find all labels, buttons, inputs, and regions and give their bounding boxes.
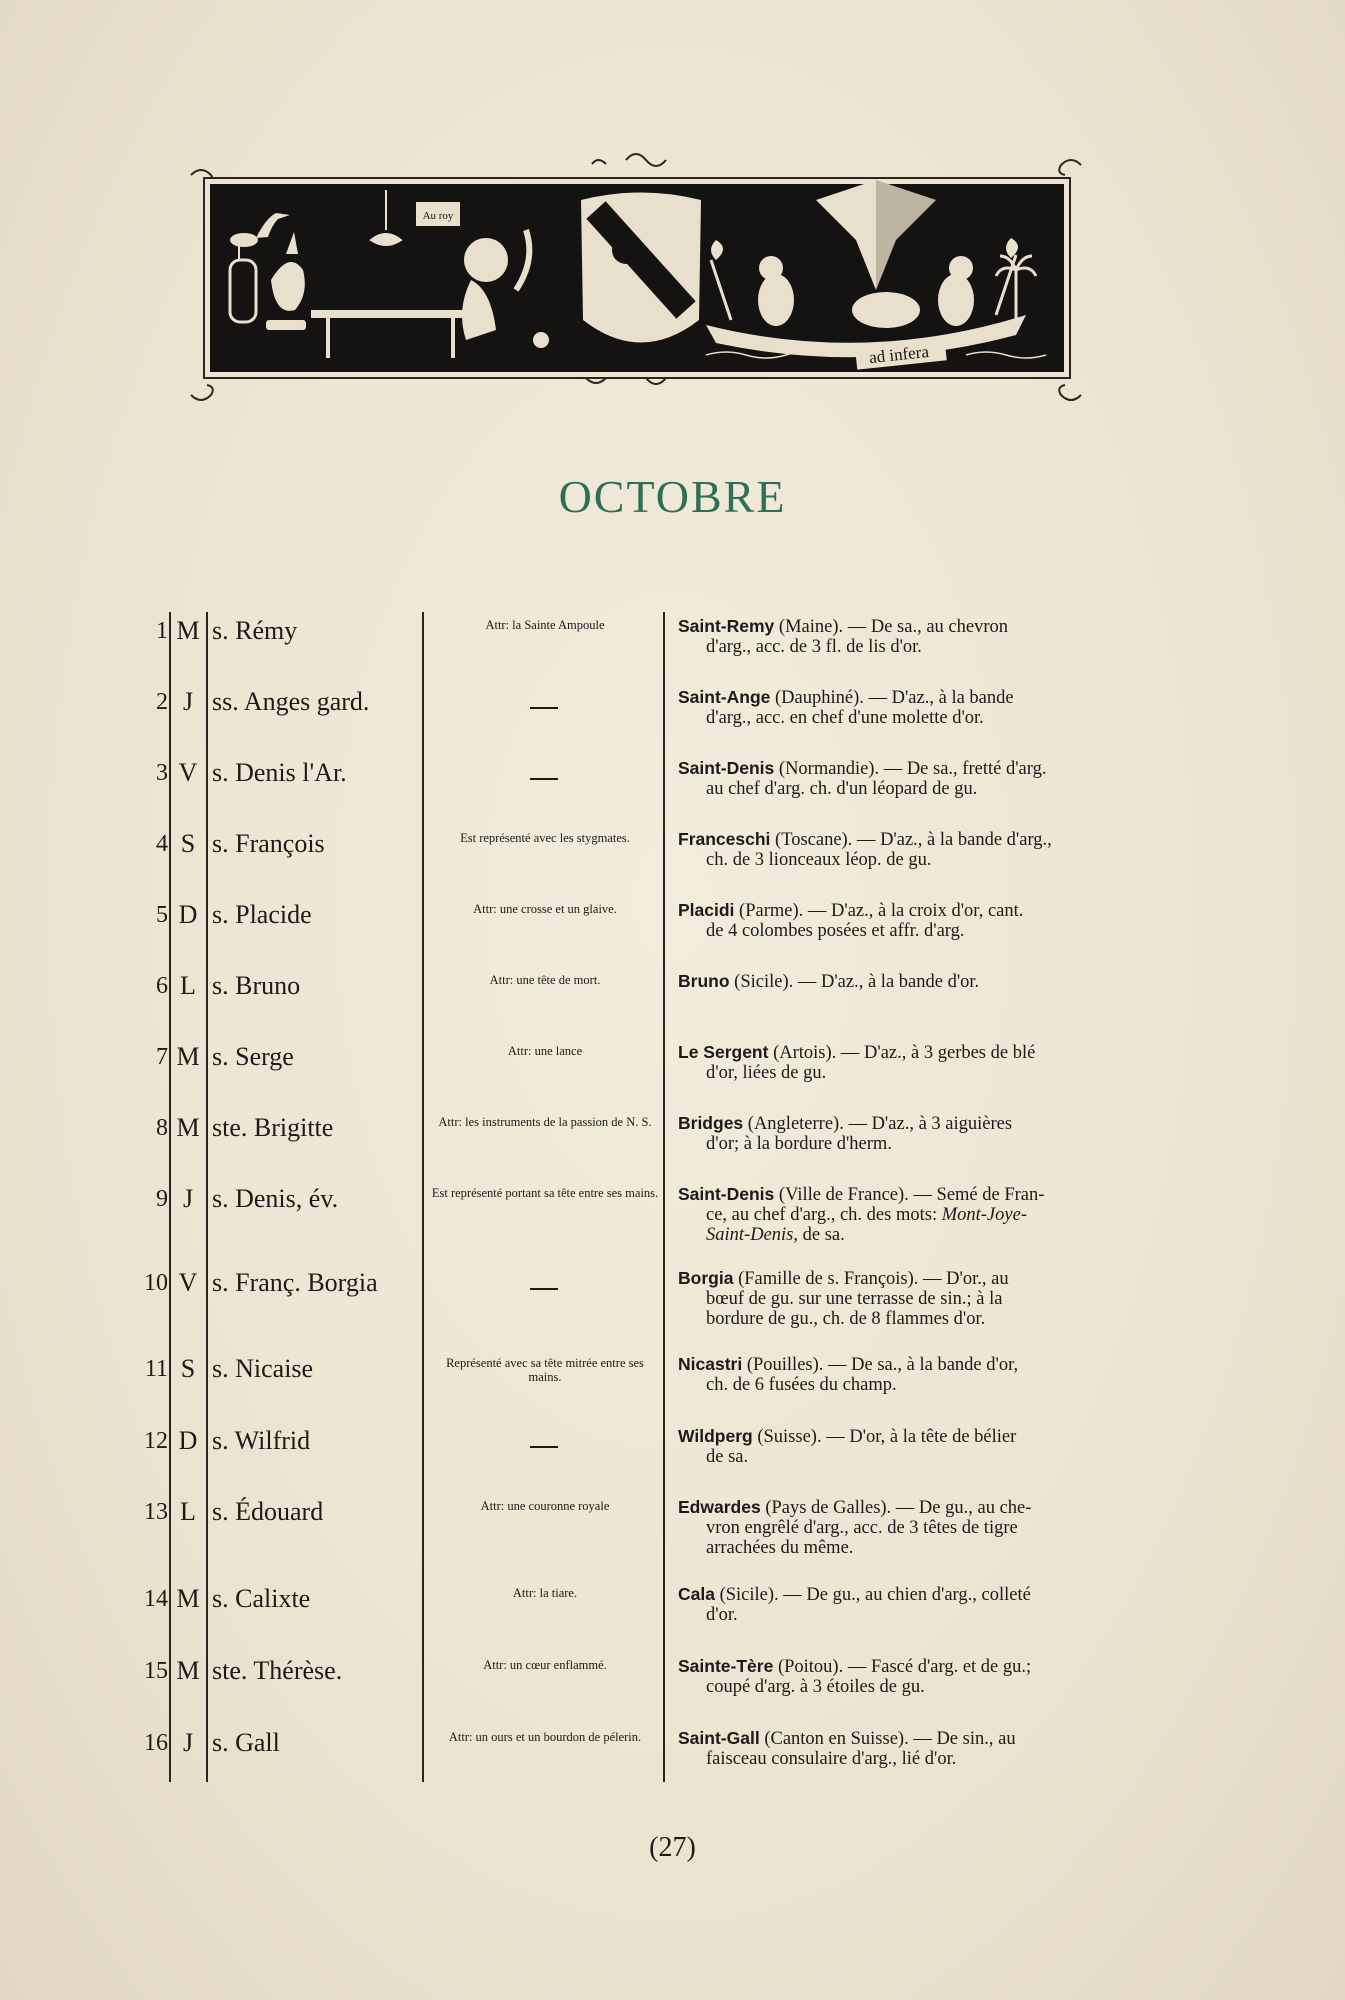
saint-name: ste. Thérèse. bbox=[212, 1656, 343, 1685]
arms-line-1: (Pouilles). — De sa., à la bande d'or, bbox=[742, 1355, 1019, 1375]
arms-family-name: Saint-Remy bbox=[678, 616, 775, 636]
arms-family-name: Saint-Gall bbox=[678, 1728, 760, 1748]
day-number: 4 bbox=[156, 831, 168, 857]
weekday-letter: V bbox=[178, 1268, 198, 1297]
arms-line-2-wrap bbox=[678, 1134, 1138, 1154]
sign-text: Au roy bbox=[422, 210, 454, 222]
arms-line-2: d'or, liées de gu. bbox=[706, 1063, 827, 1083]
arms-line-2: de 4 colombes posées et affr. d'arg. bbox=[706, 921, 965, 941]
saint-name: s. Wilfrid bbox=[212, 1426, 311, 1455]
rule-attr bbox=[663, 612, 665, 1782]
saint-name: s. Placide bbox=[212, 900, 312, 929]
armorial-description bbox=[678, 1268, 1138, 1329]
attr-dash bbox=[530, 1446, 558, 1448]
arms-motto: Mont-Joye- bbox=[941, 1205, 1027, 1225]
arms-line bbox=[678, 1585, 1031, 1605]
arms-family-name: Saint-Denis bbox=[678, 758, 775, 778]
arms-line-1: (Angleterre). — D'az., à 3 aiguières bbox=[743, 1114, 1013, 1134]
weekday-letter: D bbox=[178, 1426, 198, 1455]
arms-line-2: d'arg., acc. en chef d'une molette d'or. bbox=[706, 708, 984, 728]
day-number: 9 bbox=[156, 1186, 168, 1212]
arms-line-2: d'or. bbox=[706, 1605, 738, 1625]
attr-text: Attr: une tête de mort. bbox=[489, 973, 601, 987]
arms-line-1: (Famille de s. François). — D'or., au bbox=[733, 1269, 1009, 1289]
arms-family-name: Nicastri bbox=[678, 1354, 743, 1374]
weekday-letter: J bbox=[182, 687, 194, 716]
weekday-letter: J bbox=[182, 1184, 194, 1213]
attr-text: Est représenté avec les stygmates. bbox=[460, 831, 630, 845]
arms-line-3-wrap bbox=[678, 1538, 1138, 1558]
arms-line-1: (Poitou). — Fascé d'arg. et de gu.; bbox=[773, 1657, 1032, 1677]
arms-line bbox=[678, 830, 1052, 850]
month-title: OCTOBRE bbox=[558, 471, 787, 522]
arms-line-2: au chef d'arg. ch. d'un léopard de gu. bbox=[706, 779, 978, 799]
day-number: 3 bbox=[156, 760, 168, 786]
arms-line-1: (Dauphiné). — D'az., à la bande bbox=[770, 688, 1014, 708]
day-number: 7 bbox=[156, 1044, 168, 1070]
arms-line bbox=[678, 1043, 1035, 1063]
arms-family-name: Saint-Ange bbox=[678, 687, 771, 707]
arms-family-name: Bruno bbox=[678, 971, 730, 991]
attr-dash bbox=[530, 1288, 558, 1290]
arms-line-2: ch. de 6 fusées du champ. bbox=[706, 1375, 897, 1395]
armorial-description bbox=[678, 758, 1138, 799]
arms-line-2-wrap bbox=[678, 708, 1138, 728]
arms-line-2-wrap bbox=[678, 1063, 1138, 1083]
arms-family-name: Franceschi bbox=[678, 829, 771, 849]
attr-text: Est représenté portant sa tête entre ses mains. bbox=[431, 1186, 659, 1200]
armorial-description bbox=[678, 1184, 1138, 1245]
saint-name: ste. Brigitte bbox=[212, 1113, 334, 1142]
day-number: 2 bbox=[156, 689, 168, 715]
arms-line-2-wrap bbox=[678, 779, 1138, 799]
arms-family-name: Cala bbox=[678, 1584, 715, 1604]
attr-text: Attr: une couronne royale bbox=[480, 1499, 610, 1513]
saint-name: s. Serge bbox=[212, 1042, 294, 1071]
attr-text: Attr: une crosse et un glaive. bbox=[473, 902, 617, 916]
arms-line-3: bordure de gu., ch. de 8 flammes d'or. bbox=[706, 1309, 986, 1329]
arms-line-2: bœuf de gu. sur une terrasse de sin.; à la bbox=[706, 1289, 1003, 1309]
arms-line bbox=[678, 1729, 1016, 1749]
table-icon bbox=[311, 310, 471, 318]
day-number: 14 bbox=[144, 1586, 168, 1612]
armorial-description bbox=[678, 900, 1138, 941]
armorial-description bbox=[678, 687, 1138, 728]
day-number: 16 bbox=[144, 1730, 168, 1756]
cat-icon bbox=[533, 332, 549, 348]
saint-name: s. François bbox=[212, 829, 325, 858]
saint-name: s. Nicaise bbox=[212, 1354, 314, 1383]
arms-line-2-wrap bbox=[678, 1375, 1138, 1395]
arms-line bbox=[678, 972, 979, 992]
arms-line bbox=[678, 617, 1008, 637]
arms-line-2: vron engrêlé d'arg., acc. de 3 têtes de tigre bbox=[706, 1518, 1018, 1538]
arms-line-1: (Sicile). — D'az., à la bande d'or. bbox=[729, 972, 980, 992]
saint-name: s. Gall bbox=[212, 1728, 280, 1757]
attr-text: Attr: la tiare. bbox=[512, 1586, 578, 1600]
weekday-letter: L bbox=[180, 971, 196, 1000]
day-number: 11 bbox=[144, 1356, 168, 1382]
arms-line-2-wrap bbox=[678, 637, 1138, 657]
arms-line-3: Saint-Denis bbox=[706, 1225, 794, 1245]
attr-text: Représenté avec sa tête mitrée entre ses mains. bbox=[446, 1356, 644, 1384]
day-number: 6 bbox=[156, 973, 168, 999]
day-number: 8 bbox=[156, 1115, 168, 1141]
arms-line-1: (Ville de France). — Semé de Fran- bbox=[774, 1185, 1045, 1205]
armorial-description bbox=[678, 1584, 1138, 1625]
saint-name: s. Bruno bbox=[212, 971, 301, 1000]
arms-line-2-wrap bbox=[678, 921, 1138, 941]
arms-family-name: Bridges bbox=[678, 1113, 744, 1133]
armorial-description bbox=[678, 1728, 1138, 1769]
arms-line-2: coupé d'arg. à 3 étoiles de gu. bbox=[706, 1677, 925, 1697]
day-number: 5 bbox=[156, 902, 168, 928]
arms-line-2: faisceau consulaire d'arg., lié d'or. bbox=[706, 1749, 957, 1769]
arms-line-2: ch. de 3 lionceaux léop. de gu. bbox=[706, 850, 932, 870]
arms-line-1: (Parme). — D'az., à la croix d'or, cant. bbox=[734, 901, 1024, 921]
arms-line-1: (Normandie). — De sa., fretté d'arg. bbox=[774, 759, 1047, 779]
arms-family-name: Le Sergent bbox=[678, 1042, 769, 1062]
armorial-description bbox=[678, 616, 1138, 657]
arms-line bbox=[678, 1498, 1031, 1518]
arms-line-2-wrap bbox=[678, 1518, 1138, 1538]
armorial-description bbox=[678, 1354, 1138, 1395]
armorial-description bbox=[678, 971, 1138, 992]
arms-line bbox=[678, 901, 1023, 921]
saint-name: s. Franç. Borgia bbox=[212, 1268, 378, 1297]
arms-line-2-wrap bbox=[678, 1205, 1138, 1225]
arms-family-name: Sainte-Tère bbox=[678, 1656, 774, 1676]
arms-line-1: (Maine). — De sa., au chevron bbox=[774, 617, 1009, 637]
arms-line-2: d'arg., acc. de 3 fl. de lis d'or. bbox=[706, 637, 922, 657]
weekday-letter: M bbox=[176, 1656, 200, 1685]
saint-name: s. Denis, év. bbox=[212, 1184, 339, 1213]
arms-line bbox=[678, 1355, 1018, 1375]
arms-line bbox=[678, 1269, 1009, 1289]
arms-line-2-wrap bbox=[678, 1605, 1138, 1625]
day-number: 15 bbox=[144, 1658, 168, 1684]
armorial-description bbox=[678, 829, 1138, 870]
day-number: 10 bbox=[144, 1270, 168, 1296]
attr-text: Attr: un cœur enflammé. bbox=[483, 1658, 607, 1672]
arms-line-3-wrap bbox=[678, 1225, 1138, 1245]
arms-line-2-wrap bbox=[678, 1749, 1138, 1769]
arms-line-3: arrachées du même. bbox=[706, 1538, 854, 1558]
weekday-letter: M bbox=[176, 1584, 200, 1613]
arms-line bbox=[678, 688, 1014, 708]
armorial-description bbox=[678, 1497, 1138, 1558]
armorial-description bbox=[678, 1042, 1138, 1083]
arms-line-1: (Pays de Galles). — De gu., au che- bbox=[760, 1498, 1032, 1518]
attr-text: Attr: un ours et un bourdon de pélerin. bbox=[448, 1730, 642, 1744]
arms-line-2: ce, au chef d'arg., ch. des mots: bbox=[706, 1205, 942, 1225]
weekday-letter: M bbox=[176, 1113, 200, 1142]
weekday-letter: L bbox=[180, 1497, 196, 1526]
arms-line-1: (Suisse). — D'or, à la tête de bélier bbox=[752, 1427, 1017, 1447]
saint-name: ss. Anges gard. bbox=[212, 687, 370, 716]
armorial-description bbox=[678, 1426, 1138, 1467]
arms-line bbox=[678, 759, 1046, 779]
arms-line bbox=[678, 1427, 1016, 1447]
page-number: (27) bbox=[649, 1832, 696, 1863]
arms-line-2: d'or; à la bordure d'herm. bbox=[706, 1134, 892, 1154]
arms-line bbox=[678, 1657, 1031, 1677]
arms-family-name: Wildperg bbox=[678, 1426, 753, 1446]
arms-line-1: (Toscane). — D'az., à la bande d'arg., bbox=[770, 830, 1052, 850]
arms-family-name: Placidi bbox=[678, 900, 735, 920]
saint-name: s. Édouard bbox=[212, 1497, 324, 1526]
weekday-letter: S bbox=[180, 829, 196, 858]
arms-family-name: Saint-Denis bbox=[678, 1184, 775, 1204]
ribbon-text: ad infera bbox=[868, 341, 930, 368]
arms-line bbox=[678, 1185, 1044, 1205]
arms-line-2-wrap bbox=[678, 1289, 1138, 1309]
arms-line-1: (Sicile). — De gu., au chien d'arg., colleté bbox=[714, 1585, 1031, 1605]
rule-dow bbox=[206, 612, 208, 1782]
attr-text: Attr: une lance bbox=[507, 1044, 583, 1058]
arms-line-3-wrap bbox=[678, 1309, 1138, 1329]
weekday-letter: M bbox=[176, 1042, 200, 1071]
weekday-letter: J bbox=[182, 1728, 194, 1757]
arms-line-1: (Canton en Suisse). — De sin., au bbox=[759, 1729, 1016, 1749]
saint-name: s. Rémy bbox=[212, 616, 298, 645]
day-number: 1 bbox=[156, 618, 168, 644]
day-number: 12 bbox=[144, 1428, 168, 1454]
attr-text: Attr: la Sainte Ampoule bbox=[485, 618, 605, 632]
arms-line-2: de sa. bbox=[706, 1447, 749, 1467]
arms-line-2-wrap bbox=[678, 1677, 1138, 1697]
arms-line-3-tail: , de sa. bbox=[793, 1225, 845, 1245]
weekday-letter: D bbox=[178, 900, 198, 929]
saint-name: s. Calixte bbox=[212, 1584, 311, 1613]
armorial-description bbox=[678, 1113, 1138, 1154]
attr-text: Attr: les instruments de la passion de N. S. bbox=[438, 1115, 652, 1129]
weekday-letter: M bbox=[176, 616, 200, 645]
weekday-letter: S bbox=[180, 1354, 196, 1383]
armorial-description bbox=[678, 1656, 1138, 1697]
attr-dash bbox=[530, 778, 558, 780]
weekday-letter: V bbox=[178, 758, 198, 787]
arms-line-1: (Artois). — D'az., à 3 gerbes de blé bbox=[768, 1043, 1036, 1063]
arms-family-name: Borgia bbox=[678, 1268, 734, 1288]
decorative-banner bbox=[186, 150, 1086, 410]
arms-line-2-wrap bbox=[678, 850, 1138, 870]
arms-line-2-wrap bbox=[678, 1447, 1138, 1467]
pig-icon bbox=[852, 292, 920, 328]
saint-name: s. Denis l'Ar. bbox=[212, 758, 347, 787]
day-number: 13 bbox=[144, 1499, 168, 1525]
arms-line bbox=[678, 1114, 1012, 1134]
attr-dash bbox=[530, 707, 558, 709]
arms-family-name: Edwardes bbox=[678, 1497, 761, 1517]
